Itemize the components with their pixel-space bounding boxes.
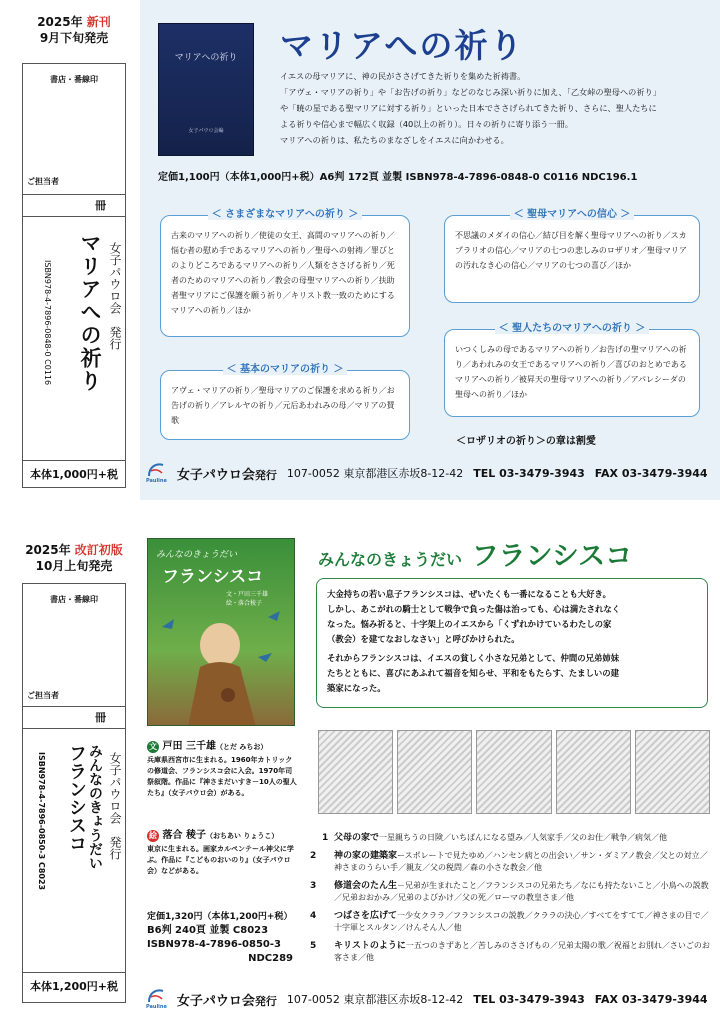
slip-person-label: ご担当者 xyxy=(27,691,59,700)
book2-spec: 定価1,320円（本体1,200円+税） B6判 240頁 並製 C8023 ISBN978-4-7896-0850-3 NDC289 xyxy=(147,912,293,964)
pauline-logo: Pauline xyxy=(146,988,167,1010)
box-text: 不思議のメダイの信心／結び目を解く聖母マリアへの祈り／スカプラリオの信心／マリアの七つの悲しみのロザリオ／聖母マリアの汚れなき心の信心／マリアの七つの喜び／ほか xyxy=(455,231,687,270)
illustrator-badge: 絵 xyxy=(149,831,157,840)
pauline-logo: Pauline xyxy=(146,462,167,484)
illustration-2 xyxy=(397,730,472,814)
book1-description: イエスの母マリアに、神の民がささげてきた祈りを集めた祈祷書。 「アヴェ・マリアの祈り」や「お告げの祈り」などのなじみ深い祈りに加え、「乙女峠の聖母への祈り」 や「暁の星である聖マリアに対する祈り」といった日本でささげられてきた祈り、さらに、聖人たちに よる祈りや信心まで幅広く収録（40以上の祈り）。日々の祈りに寄り添う一冊。 マリアへの祈りは、私たちのまなざしをイエスに向かわせる。 xyxy=(280,71,661,145)
slip-title: マリアへの祈り xyxy=(78,232,102,393)
cover-subtitle: 女子パウロ会編 xyxy=(188,128,224,134)
book1-release xyxy=(22,14,126,46)
slip-publisher: 女子パウロ会 発行 xyxy=(108,752,122,860)
footer-fax: FAX 03-3479-3944 xyxy=(594,992,708,1006)
toc-item: 2 神の家の建築家ースポレートで見たゆめ／ハンセン病との出会い／サン・ダミアノ教会／父との対立／神さまのうらい手／親友／父の税問／森の小さな教会／他 xyxy=(310,851,708,872)
illustration-5 xyxy=(635,730,710,814)
footer-tel: TEL 03-3479-3943 xyxy=(473,466,585,480)
box-saints-prayers xyxy=(444,323,700,417)
illustration-1 xyxy=(318,730,393,814)
footer-publisher: 女子パウロ会 xyxy=(176,467,255,483)
illustration-3 xyxy=(476,730,551,814)
book1-title: マリアへの祈り xyxy=(280,26,525,65)
slip-stamp-label: 書店・番線印 xyxy=(50,595,98,604)
illustrator-bio: 東京に生まれる。画家カルペンテール神父に学ぶ。作品に『こどものおいのり』（女子パウロ会）などがある。 xyxy=(147,845,294,875)
slip-price: 本体1,000円+税 xyxy=(29,468,118,481)
slip-title-big: フランシスコ xyxy=(66,744,87,852)
slip-stamp-label: 書店・番線印 xyxy=(50,75,98,84)
box-devotions xyxy=(444,209,700,303)
title-small: みんなのきょうだい xyxy=(318,550,463,569)
footer-address: 107-0052 東京都港区赤坂8-12-42 xyxy=(286,993,464,1006)
slip-qty-label: 冊 xyxy=(95,711,106,724)
book1-spec: 定価1,100円（本体1,000円+税）A6判 172頁 並製 ISBN978-4-7896-0848-0 C0116 NDC196.1 xyxy=(158,172,638,183)
box-title: ＜ 聖母マリアへの信心 ＞ xyxy=(510,209,635,220)
cover-illustrator: 絵・落合稜子 xyxy=(226,600,263,607)
book1-note: ＜ロザリオの祈り＞の章は割愛 xyxy=(456,436,596,447)
book2-cover xyxy=(147,538,295,726)
release-year: 2025年 xyxy=(37,15,83,29)
cover-subtitle: みんなのきょうだい xyxy=(156,550,238,560)
book2-title xyxy=(318,534,632,573)
book1-cover xyxy=(158,23,254,156)
book2-author xyxy=(147,741,297,799)
book1-order-slip xyxy=(22,63,126,488)
cover-author: 文・戸田三千雄 xyxy=(226,591,269,598)
slip-isbn: ISBN978-4-7896-0848-0 C0116 xyxy=(43,260,52,386)
toc-item: 4 つばさを広げて一少女クララ／フランシスコの説教／クララの決心／すべてをすてて／神さまの目で／十字軍とスルタン／けんそん人／他 xyxy=(310,911,709,932)
slip-publisher: 女子パウロ会 発行 xyxy=(108,242,122,350)
release-tag: 改訂初版 xyxy=(74,543,123,557)
release-year: 2025年 xyxy=(25,543,71,557)
illustrator-kana: （おちあい りょうこ） xyxy=(205,832,279,840)
book2-release xyxy=(8,542,140,574)
book2-illustrations xyxy=(318,730,710,814)
slip-qty-label: 冊 xyxy=(95,199,106,212)
book1-footer: Pauline 女子パウロ会発行 107-0052 東京都港区赤坂8-12-42 TEL 03-3479-3943 FAX 03-3479-3944 xyxy=(146,462,716,484)
footer-tel: TEL 03-3479-3943 xyxy=(473,992,585,1006)
cover-title: フランシスコ xyxy=(162,567,264,587)
toc-item: 5 キリストのように一五つのきずあと／苦しみのささげもの／兄弟太陽の歌／祝福とお別れ／さいごのお客さま／他 xyxy=(310,941,710,962)
cover-title: マリアへの祈り xyxy=(174,53,238,63)
book2-description-box: 大金持ちの若い息子フランシスコは、ぜいたくも一番になることも大好き。 しかし、あこがれの騎士として戦争で負った傷は治っても、心は満たされなく なった。悩み祈ると、十字架上のイエスから「くずれかけているわたしの家 （教会）を建てなおしなさい」と呼びかけられた。 それからフランシスコは、イエスの貧しく小さな兄弟として、仲間の兄弟姉妹 たちとともに、喜びにあふれて福音を知らせ、平和をもたらす、たましいの建 築家になった。 xyxy=(316,578,708,708)
slip-price: 本体1,200円+税 xyxy=(29,980,118,993)
footer-publisher: 女子パウロ会 xyxy=(176,993,255,1009)
slip-title-small: みんなのきょうだい xyxy=(87,744,103,870)
book2-illustrator xyxy=(147,830,297,877)
book2-toc xyxy=(310,832,712,964)
box-text: いつくしみの母であるマリアへの祈り／お告げの聖マリアへの祈り／あわれみの女王であるマリアへの祈り／喜びのおとめであるマリアへの祈り／被昇天の聖母マリアへの祈り／アパレシーダの聖母への祈り／ほか xyxy=(455,345,687,399)
box-title: ＜ 基本のマリアの祈り ＞ xyxy=(223,364,348,375)
author-bio: 兵庫県西宮市に生まれる。1960年カトリックの修道会、フランシスコ会に入会。1970年司祭叙階。作品に『神さまだいすき－10人の聖人たち』（女子パウロ会）がある。 xyxy=(147,756,297,797)
author-badge: 文 xyxy=(149,742,157,751)
author-kana: （とだ みちお） xyxy=(215,743,268,751)
box-title: ＜ さまざまなマリアへの祈り ＞ xyxy=(208,209,363,220)
box-text: アヴェ・マリアの祈り／聖母マリアのご保護を求める祈り／お告げの祈り／アレルヤの祈り／元后あわれみの母／マリアの賛歌 xyxy=(171,386,395,425)
toc-item: 3 修道会のたん生－兄弟が生まれたこと／フランシスコの兄弟たち／なにも持たないこと／小鳥への説教／兄弟おおかみ／兄弟のよびかけ／父の死／ローマの教皇さま／他 xyxy=(310,881,709,902)
slip-person-label: ご担当者 xyxy=(27,177,59,186)
illustrator-name: 落合 稜子 xyxy=(162,830,206,841)
footer-address: 107-0052 東京都港区赤坂8-12-42 xyxy=(286,467,464,480)
release-date: 10月上旬発売 xyxy=(35,559,113,573)
toc-item: 1 父母の家で一星親ちうの日険／いちばんになる望み／人気家手／父のお仕／戦争／病気／他 xyxy=(322,833,668,843)
release-date: 9月下旬発売 xyxy=(39,31,109,45)
footer-fax: FAX 03-3479-3944 xyxy=(594,466,708,480)
illustration-4 xyxy=(556,730,631,814)
author-name: 戸田 三千雄 xyxy=(162,741,216,752)
box-title: ＜ 聖人たちのマリアへの祈り ＞ xyxy=(495,323,650,334)
box-various-prayers xyxy=(160,209,410,337)
slip-isbn: ISBN978-4-7896-0850-3 C8023 xyxy=(37,752,46,891)
release-tag: 新刊 xyxy=(86,15,111,29)
book2-order-slip xyxy=(22,583,126,1003)
box-basic-prayers xyxy=(160,364,410,440)
box-text: 古来のマリアへの祈り／使徒の女王、高間のマリアへの祈り／悩む者の慰め手であるマリアへの祈り／聖母への射祷／罪びとのよりどころであるマリアへの祈り／人類をささげる祈り／死者のためのマリアへの祈り／教会の母聖マリアへの祈り／扶助者聖マリアにご保護を願う祈り／キリスト教一致のためにするマリアへの祈り／ほか xyxy=(171,231,395,315)
title-big: フランシスコ xyxy=(471,541,633,572)
book2-footer: Pauline 女子パウロ会発行 107-0052 東京都港区赤坂8-12-42 TEL 03-3479-3943 FAX 03-3479-3944 xyxy=(146,988,716,1010)
cover-illustration xyxy=(148,597,295,726)
